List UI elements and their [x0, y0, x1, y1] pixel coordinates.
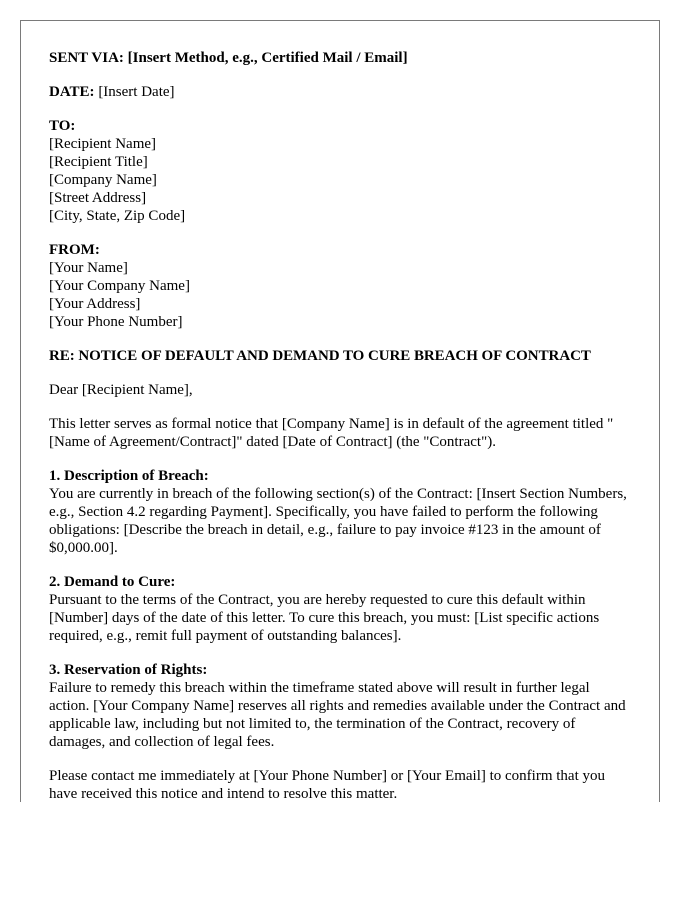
date-line — [49, 83, 633, 101]
section-cure — [49, 573, 633, 645]
date-label: DATE: — [49, 84, 95, 100]
to-line: [Company Name] — [49, 172, 157, 188]
to-line: [Street Address] — [49, 190, 147, 206]
section-rights — [49, 661, 633, 751]
to-line: [Recipient Name] — [49, 136, 157, 152]
letter-page — [20, 20, 660, 802]
to-line: [City, State, Zip Code] — [49, 208, 186, 224]
from-line: [Your Phone Number] — [49, 314, 183, 330]
section-heading: 3. Reservation of Rights: — [49, 662, 208, 678]
to-label: TO: — [49, 118, 76, 134]
section-body: Failure to remedy this breach within the timeframe stated above will result in further legal action. [Your Company Name] reserves all rights and remedies available under the Contract and applicable law, including but not limited to, the termination of the Contract, recovery of damages, and collection of legal fees. — [49, 680, 626, 750]
section-heading: 1. Description of Breach: — [49, 468, 209, 484]
from-label: FROM: — [49, 242, 100, 258]
sent-via-label: SENT VIA: — [49, 50, 124, 66]
section-body: Pursuant to the terms of the Contract, you are hereby requested to cure this default within [Number] days of the date of this letter. To cure this breach, you must: [List specific actions required, e.g., remit full payment of outstanding balances]. — [49, 592, 600, 644]
from-line: [Your Name] — [49, 260, 128, 276]
from-line: [Your Address] — [49, 296, 141, 312]
from-line: [Your Company Name] — [49, 278, 190, 294]
closing-paragraph: Please contact me immediately at [Your Phone Number] or [Your Email] to confirm that you have received this notice and intend to resolve this matter. — [49, 768, 606, 802]
section-breach — [49, 467, 633, 557]
section-body: You are currently in breach of the following section(s) of the Contract: [Insert Section Numbers, e.g., Section 4.2 regarding Payment]. Specifically, you have failed to perform the following obligations: [Describe the breach in detail, e.g., failure to pay invoice #123 in the amount of $0,000.00]. — [49, 486, 627, 556]
sent-via-line — [49, 49, 633, 67]
intro-paragraph: This letter serves as formal notice that [Company Name] is in default of the agreement titled "[Name of Agreement/Contract]" dated [Date of Contract] (the "Contract"). — [49, 416, 614, 450]
salutation: Dear [Recipient Name], — [49, 382, 193, 398]
letter-body — [21, 21, 659, 802]
section-heading: 2. Demand to Cure: — [49, 574, 176, 590]
sent-via-value: [Insert Method, e.g., Certified Mail / Email] — [127, 50, 408, 66]
to-block — [49, 117, 633, 225]
subject-line: RE: NOTICE OF DEFAULT AND DEMAND TO CURE BREACH OF CONTRACT — [49, 348, 591, 364]
to-line: [Recipient Title] — [49, 154, 148, 170]
from-block — [49, 241, 633, 331]
date-value: [Insert Date] — [98, 84, 175, 100]
